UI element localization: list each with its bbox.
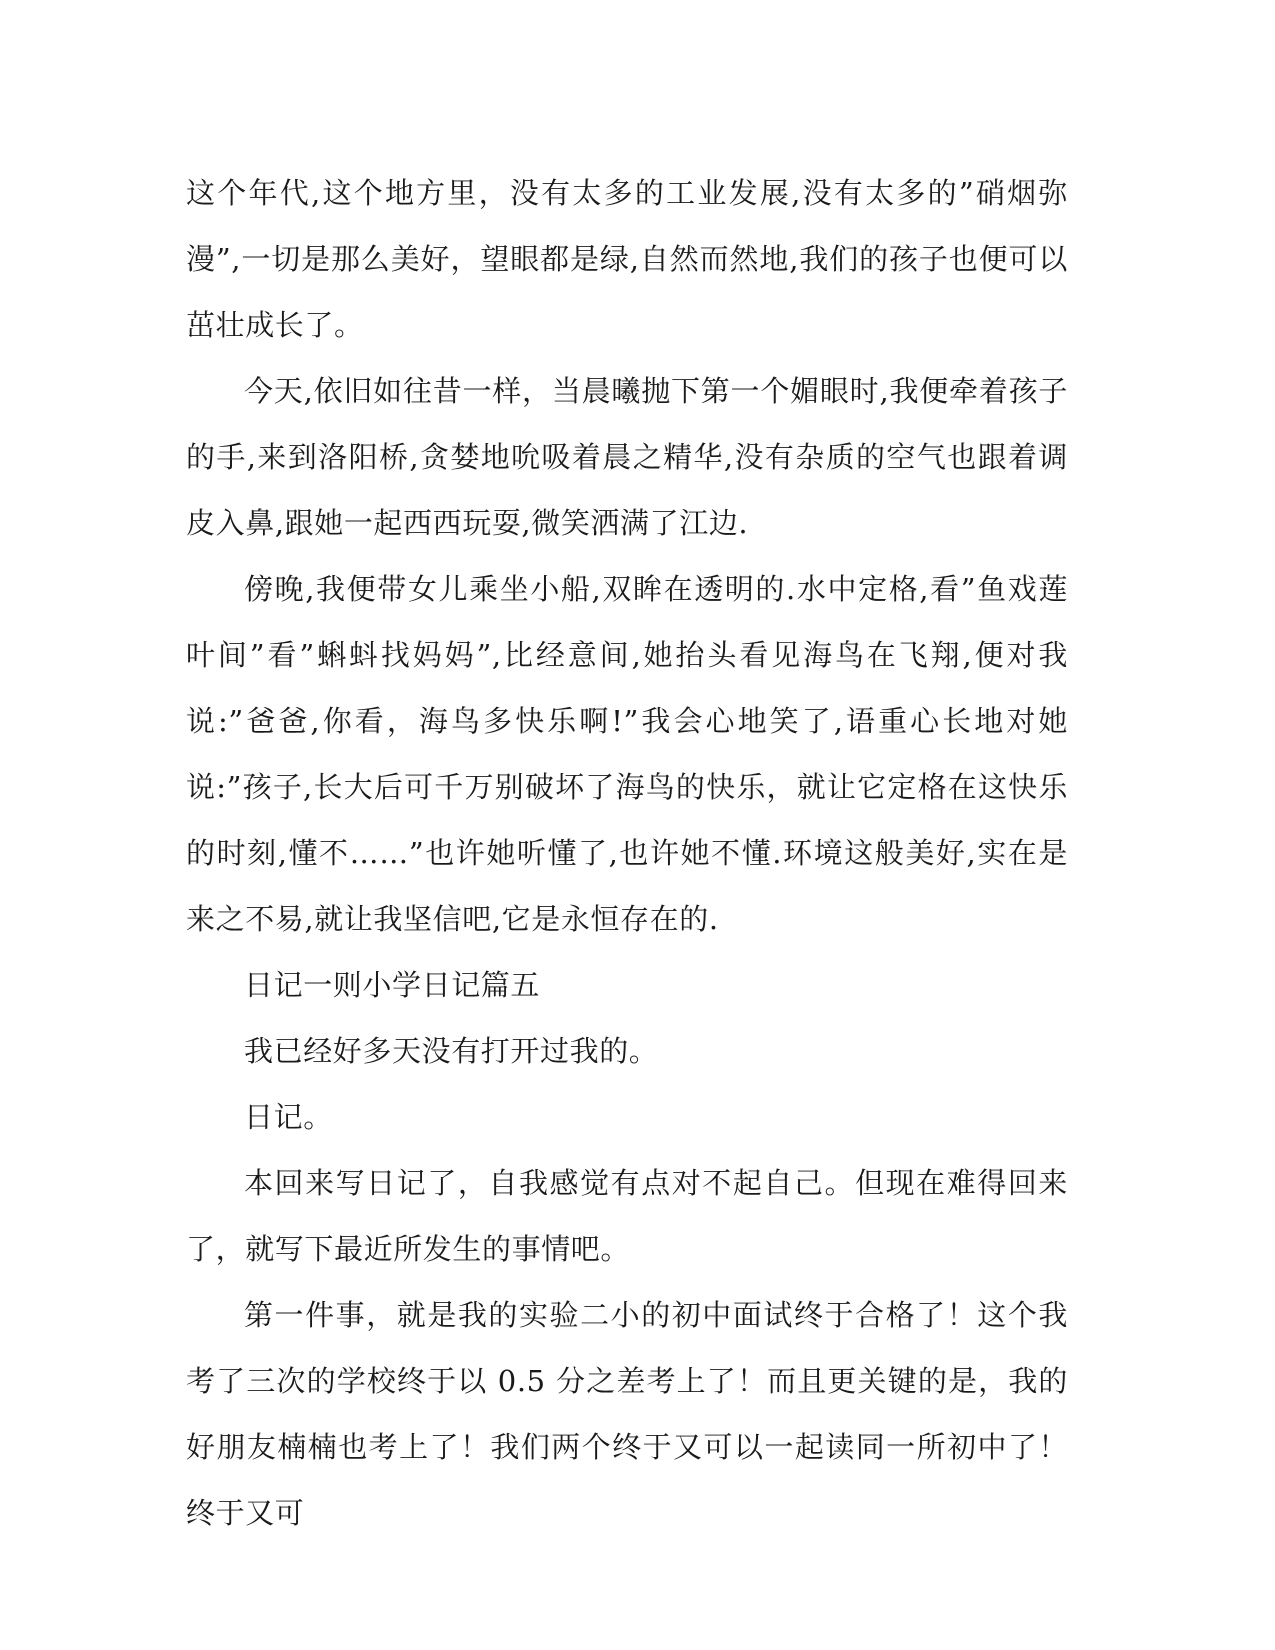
- paragraph-6: 本回来写日记了，自我感觉有点对不起自己。但现在难得回来了，就写下最近所发生的事情吧。: [186, 1166, 1068, 1266]
- paragraph-5: 日记。: [244, 1100, 333, 1134]
- paragraph-2: 今天,依旧如往昔一样，当晨曦抛下第一个媚眼时,我便牵着孩子的手,来到洛阳桥,贪婪地吮吸着晨之精华,没有杂质的空气也跟着调皮入鼻,跟她一起西西玩耍,微笑洒满了江边.: [186, 374, 1068, 540]
- paragraph-7: 第一件事，就是我的实验二小的初中面试终于合格了！这个我考了三次的学校终于以 0.5 分之差考上了！而且更关键的是，我的好朋友楠楠也考上了！我们两个终于又可以一起读同一所初中了！终于又可: [186, 1298, 1068, 1530]
- paragraph-3: 傍晚,我便带女儿乘坐小船,双眸在透明的.水中定格,看”鱼戏莲叶间”看”蝌蚪找妈妈”,比经意间,她抬头看见海鸟在飞翔,便对我说:”爸爸,你看，海鸟多快乐啊!”我会心地笑了,语重心长地对她说:”孩子,长大后可千万别破坏了海鸟的快乐，就让它定格在这快乐的时刻,懂不……”也许她听懂了,也许她不懂.环境这般美好,实在是来之不易,就让我坚信吧,它是永恒存在的.: [186, 572, 1068, 936]
- section-heading: 日记一则小学日记篇五: [244, 968, 541, 1002]
- document-body: [186, 160, 1068, 1546]
- paragraph-1: 这个年代,这个地方里，没有太多的工业发展,没有太多的”硝烟弥漫”,一切是那么美好，望眼都是绿,自然而然地,我们的孩子也便可以茁壮成长了。: [186, 176, 1068, 342]
- paragraph-4: 我已经好多天没有打开过我的。: [244, 1034, 659, 1068]
